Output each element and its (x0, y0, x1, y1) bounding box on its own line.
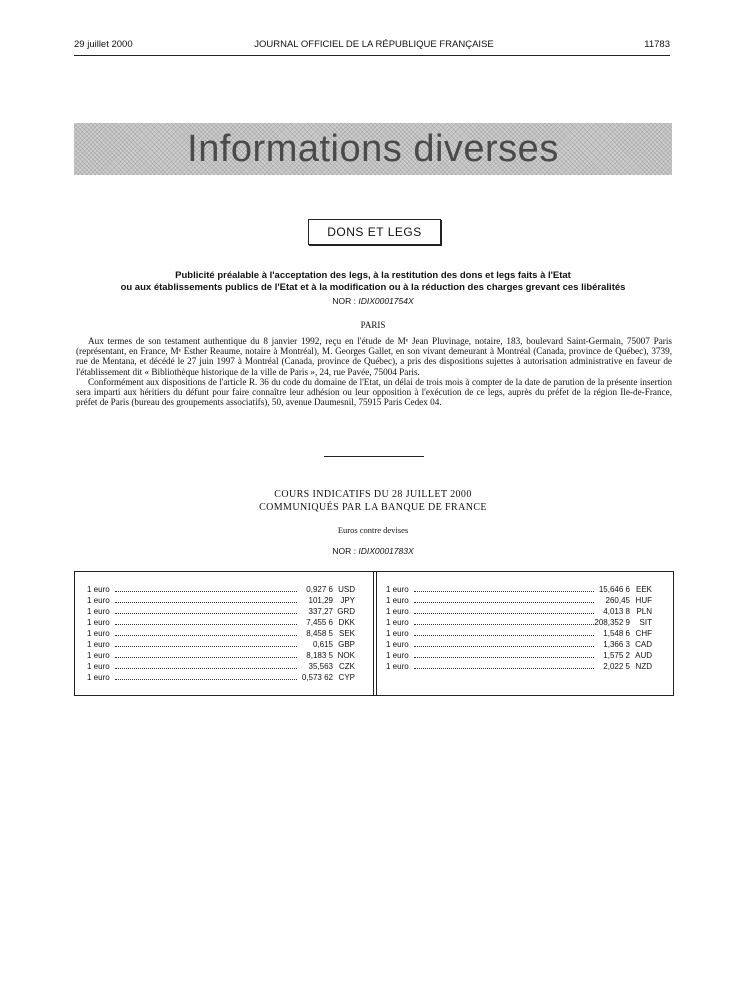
currency-code: AUD (635, 651, 652, 660)
rate-unit: 1 euro (87, 662, 110, 671)
currency-code: JPY (340, 596, 355, 605)
rate-value: 337,27 (308, 607, 333, 616)
rate-unit: 1 euro (87, 673, 110, 682)
currency-code: EEK (635, 585, 652, 594)
currency-code: PLN (636, 607, 652, 616)
rate-row (87, 639, 367, 650)
currency-code: USD (338, 585, 355, 594)
header-page-number: 11783 (644, 39, 670, 50)
rate-row (87, 661, 367, 672)
rate-value: 1,575 2 (603, 651, 630, 660)
publicite-title-line-2: ou aux établissements publics de l'Etat et à la modification ou à la réduction des charges grevant ces libéralités (120, 282, 626, 293)
rate-unit: 1 euro (386, 640, 409, 649)
section-banner (74, 123, 672, 175)
dot-leader (414, 591, 594, 592)
rate-row (87, 672, 367, 683)
currency-code: CYP (338, 673, 355, 682)
rate-value: 101,29 (308, 596, 333, 605)
currency-code: CHF (635, 629, 652, 638)
rate-row (386, 639, 664, 650)
rate-unit: 1 euro (87, 585, 110, 594)
section-separator (324, 456, 424, 457)
nor-reference-cours (74, 546, 672, 556)
rate-unit: 1 euro (386, 596, 409, 605)
nor-label: NOR : (332, 546, 356, 556)
rate-column-right (386, 584, 664, 672)
nor-code: IDIX0001783X (358, 546, 414, 556)
rate-unit: 1 euro (87, 618, 110, 627)
currency-code: CAD (635, 640, 652, 649)
rate-unit: 1 euro (386, 607, 409, 616)
city-heading: PARIS (360, 320, 386, 330)
dot-leader (115, 591, 297, 592)
dot-leader (115, 613, 297, 614)
rate-value: 15,646 6 (598, 585, 630, 594)
currency-code: CZK (339, 662, 355, 671)
cours-title-line-2: COMMUNIQUÉS PAR LA BANQUE DE FRANCE (259, 502, 487, 513)
currency-code: HUF (635, 596, 652, 605)
rate-value: 0,927 6 (306, 585, 333, 594)
dot-leader (115, 635, 297, 636)
rate-value: 7,455 6 (306, 618, 333, 627)
publicite-title-line-1: Publicité préalable à l'acceptation des legs, à la restitution des dons et legs faits à l'Etat (175, 270, 571, 281)
rate-unit: 1 euro (386, 618, 409, 627)
currency-code: DKK (338, 618, 355, 627)
rate-unit: 1 euro (87, 629, 110, 638)
rate-row (87, 628, 367, 639)
currency-code: SIT (639, 618, 652, 627)
rate-row (386, 595, 664, 606)
rate-value: 0,573 62 (301, 673, 333, 682)
rate-row (386, 650, 664, 661)
header-rule (74, 55, 670, 56)
dot-leader (115, 657, 297, 658)
legs-paragraph-1: Aux termes de son testament authentique du 8 janvier 1992, reçu en l'étude de Mᵉ Jean Pluvinage, notaire, 183, boulevard Saint-Germain, 75007 Paris (représentant, en France, Mᵉ Esther Reaume, notaire à Montréal), M. Georges Gallet, en son vivant demeurant à Montréal (Canada, province de Québec), 3739, rue de Mentana, et décédé le 27 juin 1997 à Montréal (Canada, province de Québec), a pris des dispositions sujettes à autorisation administrative en faveur de l'établissement dit « Bibliothèque historique de la ville de Paris », 24, rue Pavée, 75004 Paris. (76, 336, 672, 377)
rate-value: 35,563 (308, 662, 333, 671)
nor-label: NOR : (332, 296, 356, 306)
rate-unit: 1 euro (386, 651, 409, 660)
dot-leader (414, 668, 594, 669)
rate-row (386, 628, 664, 639)
rate-row (87, 584, 367, 595)
column-divider (376, 572, 377, 695)
currency-code: GRD (337, 607, 355, 616)
rate-row (87, 650, 367, 661)
cours-subtitle: Euros contre devises (337, 525, 409, 535)
header-date: 29 juillet 2000 (74, 39, 133, 50)
rate-value: 1,366 3 (603, 640, 630, 649)
legs-notice-body (76, 336, 672, 407)
rate-value: 208,352 9 (594, 618, 630, 627)
rate-value: 1,548 6 (603, 629, 630, 638)
rate-value: 0,615 (312, 640, 333, 649)
dot-leader (115, 624, 297, 625)
header-journal-title: JOURNAL OFFICIEL DE LA RÉPUBLIQUE FRANÇAISE (254, 39, 494, 50)
rate-row (87, 606, 367, 617)
nor-reference-legs (74, 296, 672, 306)
rate-value: 8,183 5 (306, 651, 333, 660)
rate-unit: 1 euro (386, 662, 409, 671)
dot-leader (414, 624, 594, 625)
rate-unit: 1 euro (87, 596, 110, 605)
rate-unit: 1 euro (386, 629, 409, 638)
column-divider (373, 572, 374, 695)
rate-value: 4,013 8 (603, 607, 630, 616)
dot-leader (115, 646, 297, 647)
rate-unit: 1 euro (87, 651, 110, 660)
rate-row (386, 584, 664, 595)
rate-unit: 1 euro (386, 585, 409, 594)
cours-title-line-1: COURS INDICATIFS DU 28 JUILLET 2000 (274, 489, 472, 500)
currency-code: GBP (338, 640, 355, 649)
dot-leader (414, 657, 594, 658)
nor-code: IDIX0001754X (358, 296, 414, 306)
currency-code: SEK (338, 629, 355, 638)
rate-row (386, 606, 664, 617)
rate-unit: 1 euro (87, 640, 110, 649)
currency-code: NOK (337, 651, 355, 660)
dot-leader (115, 679, 297, 680)
dot-leader (414, 602, 594, 603)
rate-value: 2,022 5 (603, 662, 630, 671)
dot-leader (414, 646, 594, 647)
rate-row (386, 661, 664, 672)
dons-et-legs-heading: DONS ET LEGS (308, 219, 441, 245)
rate-row (87, 617, 367, 628)
rate-value: 8,458 5 (306, 629, 333, 638)
currency-code: NZD (635, 662, 652, 671)
banner-title: Informations diverses (187, 128, 559, 170)
rate-unit: 1 euro (87, 607, 110, 616)
dot-leader (414, 635, 594, 636)
rate-value: 260,45 (605, 596, 630, 605)
rate-column-left (87, 584, 367, 683)
dot-leader (414, 613, 594, 614)
rate-row (386, 617, 664, 628)
exchange-rate-table (74, 571, 674, 696)
legs-paragraph-2: Conformément aux dispositions de l'article R. 36 du code du domaine de l'Etat, un délai de trois mois à compter de la date de parution de la présente insertion sera imparti aux héritiers du défunt pour faire connaître leur adhésion ou leur opposition à l'exécution de ce legs, auprès du préfet de la région Ile-de-France, préfet de Paris (bureau des groupements associatifs), 50, avenue Daumesnil, 75915 Paris Cedex 04. (76, 376, 672, 408)
rate-row (87, 595, 367, 606)
dot-leader (115, 668, 297, 669)
dot-leader (115, 602, 297, 603)
